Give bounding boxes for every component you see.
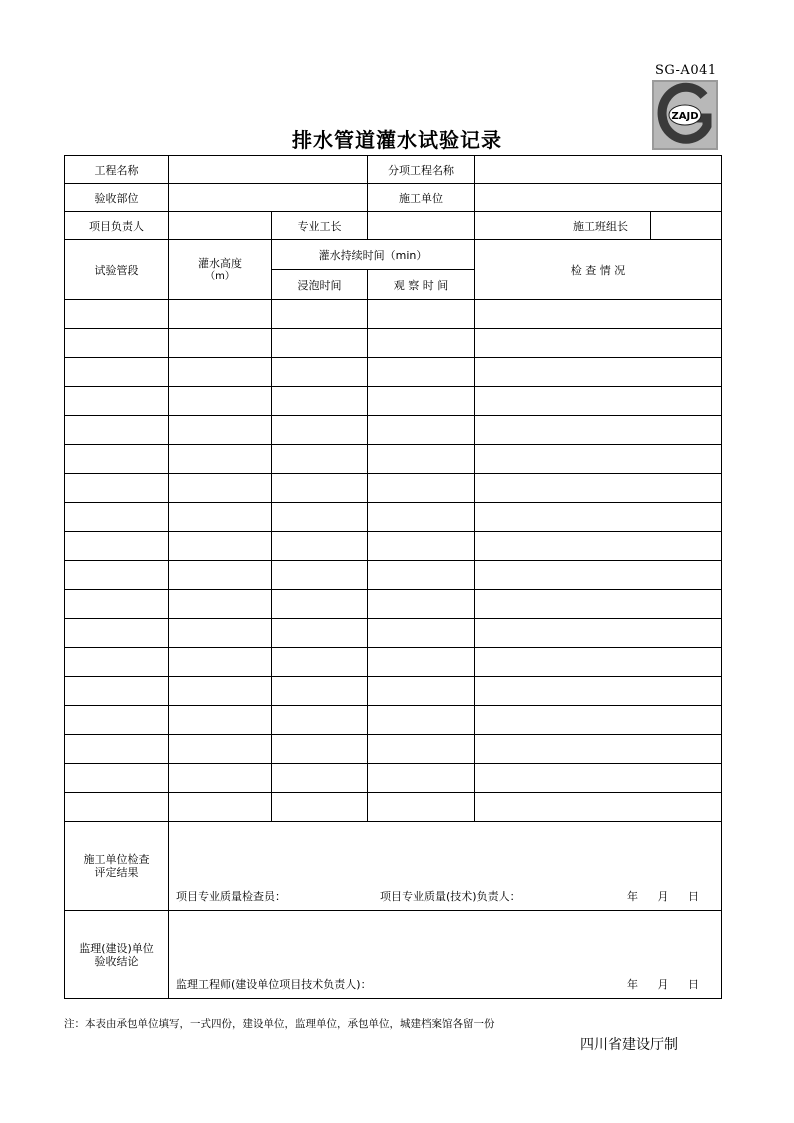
test-section-cell[interactable] xyxy=(65,329,169,358)
table-row xyxy=(65,735,722,764)
inspection-cell[interactable] xyxy=(475,648,722,677)
inspection-header: 检 查 情 况 xyxy=(475,240,722,300)
inspection-cell[interactable] xyxy=(475,416,722,445)
fill-height-cell[interactable] xyxy=(169,300,272,329)
test-section-cell[interactable] xyxy=(65,300,169,329)
test-section-cell[interactable] xyxy=(65,619,169,648)
supervision-field[interactable] xyxy=(169,911,722,999)
supervision-date: 年 月 日 xyxy=(627,978,707,991)
observe-time-cell[interactable] xyxy=(368,329,475,358)
inspection-cell[interactable] xyxy=(475,503,722,532)
observe-time-cell[interactable] xyxy=(368,764,475,793)
table-row xyxy=(65,503,722,532)
fill-height-cell[interactable] xyxy=(169,503,272,532)
inspection-cell[interactable] xyxy=(475,590,722,619)
inspection-cell[interactable] xyxy=(475,329,722,358)
inspection-cell[interactable] xyxy=(475,387,722,416)
construction-check-label xyxy=(65,822,169,911)
table-row xyxy=(65,677,722,706)
supervision-label xyxy=(65,911,169,999)
supervision-label-line1: 监理(建设)单位 xyxy=(79,941,154,955)
observe-time-cell[interactable] xyxy=(368,532,475,561)
header-row-acceptance xyxy=(65,184,722,212)
table-row xyxy=(65,648,722,677)
supervision-engineer-label: 监理工程师(建设单位项目技术负责人)： xyxy=(176,978,372,991)
soak-time-cell[interactable] xyxy=(272,677,368,706)
footnote: 注：本表由承包单位填写，一式四份，建设单位，监理单位，承包单位，城建档案馆各留一份 xyxy=(64,1018,495,1030)
soak-time-cell[interactable] xyxy=(272,735,368,764)
fill-height-cell[interactable] xyxy=(169,445,272,474)
construction-check-label-line2: 评定结果 xyxy=(94,866,139,879)
soak-time-cell[interactable] xyxy=(272,300,368,329)
observe-time-cell[interactable] xyxy=(368,648,475,677)
soak-time-cell[interactable] xyxy=(272,416,368,445)
team-leader-field[interactable] xyxy=(651,212,722,240)
fill-height-cell[interactable] xyxy=(169,648,272,677)
observe-time-cell[interactable] xyxy=(368,561,475,590)
test-section-cell[interactable] xyxy=(65,561,169,590)
fill-height-cell[interactable] xyxy=(169,416,272,445)
logo-text: ZAJD xyxy=(671,111,699,122)
construction-check-label-line1: 施工单位检查 xyxy=(83,853,150,866)
observe-time-cell[interactable] xyxy=(368,387,475,416)
observe-time-cell[interactable] xyxy=(368,358,475,387)
observe-time-cell[interactable] xyxy=(368,503,475,532)
inspection-cell[interactable] xyxy=(475,706,722,735)
inspection-cell[interactable] xyxy=(475,677,722,706)
professional-foreman-field[interactable] xyxy=(368,212,475,240)
header-row-project xyxy=(65,156,722,184)
test-section-cell[interactable] xyxy=(65,445,169,474)
test-section-cell[interactable] xyxy=(65,503,169,532)
test-section-cell[interactable] xyxy=(65,387,169,416)
observe-time-cell[interactable] xyxy=(368,474,475,503)
inspection-cell[interactable] xyxy=(475,358,722,387)
project-name-field[interactable] xyxy=(169,156,368,184)
fill-height-cell[interactable] xyxy=(169,793,272,822)
fill-height-cell[interactable] xyxy=(169,532,272,561)
table-row xyxy=(65,706,722,735)
test-section-cell[interactable] xyxy=(65,793,169,822)
soak-time-header: 浸泡时间 xyxy=(272,270,368,300)
table-row xyxy=(65,416,722,445)
table-row xyxy=(65,532,722,561)
soak-time-cell[interactable] xyxy=(272,764,368,793)
fill-height-label: 灌水高度 xyxy=(198,256,242,270)
fill-height-cell[interactable] xyxy=(169,474,272,503)
issuer: 四川省建设厅制 xyxy=(580,1037,678,1053)
test-section-cell[interactable] xyxy=(65,677,169,706)
observe-time-cell[interactable] xyxy=(368,300,475,329)
acceptance-part-field[interactable] xyxy=(169,184,368,212)
table-row xyxy=(65,561,722,590)
soak-time-cell[interactable] xyxy=(272,474,368,503)
soak-time-cell[interactable] xyxy=(272,590,368,619)
project-leader-label: 项目负责人 xyxy=(65,212,169,240)
record-form-table xyxy=(64,155,722,999)
fill-height-cell[interactable] xyxy=(169,764,272,793)
test-section-header: 试验管段 xyxy=(65,240,169,300)
fill-height-cell[interactable] xyxy=(169,387,272,416)
soak-time-cell[interactable] xyxy=(272,445,368,474)
table-row xyxy=(65,474,722,503)
observe-time-cell[interactable] xyxy=(368,416,475,445)
soak-time-cell[interactable] xyxy=(272,387,368,416)
inspection-cell[interactable] xyxy=(475,764,722,793)
soak-time-cell[interactable] xyxy=(272,706,368,735)
table-row xyxy=(65,764,722,793)
acceptance-part-label: 验收部位 xyxy=(65,184,169,212)
test-section-cell[interactable] xyxy=(65,358,169,387)
fill-height-cell[interactable] xyxy=(169,677,272,706)
test-section-cell[interactable] xyxy=(65,648,169,677)
observe-time-header: 观 察 时 间 xyxy=(368,270,475,300)
inspection-cell[interactable] xyxy=(475,793,722,822)
test-section-cell[interactable] xyxy=(65,416,169,445)
form-code: SG-A041 xyxy=(655,63,717,78)
supervision-label-line2: 验收结论 xyxy=(94,954,139,968)
inspection-cell[interactable] xyxy=(475,561,722,590)
test-section-cell[interactable] xyxy=(65,764,169,793)
table-row xyxy=(65,445,722,474)
page-title: 排水管道灌水试验记录 xyxy=(292,128,502,152)
table-row xyxy=(65,358,722,387)
inspection-cell[interactable] xyxy=(475,474,722,503)
test-section-cell[interactable] xyxy=(65,474,169,503)
fill-height-unit: （m） xyxy=(205,270,235,282)
soak-time-cell[interactable] xyxy=(272,619,368,648)
soak-time-cell[interactable] xyxy=(272,561,368,590)
professional-foreman-label: 专业工长 xyxy=(272,212,368,240)
table-row xyxy=(65,387,722,416)
test-section-cell[interactable] xyxy=(65,532,169,561)
inspection-cell[interactable] xyxy=(475,445,722,474)
fill-height-cell[interactable] xyxy=(169,561,272,590)
fill-height-cell[interactable] xyxy=(169,619,272,648)
inspection-cell[interactable] xyxy=(475,532,722,561)
soak-time-cell[interactable] xyxy=(272,648,368,677)
construction-unit-label: 施工单位 xyxy=(368,184,475,212)
sub-project-name-label: 分项工程名称 xyxy=(368,156,475,184)
table-row xyxy=(65,329,722,358)
table-row xyxy=(65,619,722,648)
construction-unit-field[interactable] xyxy=(475,184,722,212)
project-name-label: 工程名称 xyxy=(65,156,169,184)
observe-time-cell[interactable] xyxy=(368,735,475,764)
soak-time-cell[interactable] xyxy=(272,358,368,387)
observe-time-cell[interactable] xyxy=(368,677,475,706)
construction-check-field[interactable] xyxy=(169,822,722,911)
table-row xyxy=(65,590,722,619)
column-header-row-1 xyxy=(65,240,722,270)
fill-height-cell[interactable] xyxy=(169,735,272,764)
fill-height-cell[interactable] xyxy=(169,329,272,358)
inspection-cell[interactable] xyxy=(475,300,722,329)
sub-project-name-field[interactable] xyxy=(475,156,722,184)
construction-check-row xyxy=(65,822,722,911)
header-row-personnel xyxy=(65,212,722,240)
observe-time-cell[interactable] xyxy=(368,706,475,735)
test-section-cell[interactable] xyxy=(65,706,169,735)
observe-time-cell[interactable] xyxy=(368,445,475,474)
tech-leader-label: 项目专业质量(技术)负责人： xyxy=(380,890,521,903)
fill-height-cell[interactable] xyxy=(169,358,272,387)
construction-check-date: 年 月 日 xyxy=(627,890,707,903)
fill-height-header xyxy=(169,240,272,300)
fill-height-cell[interactable] xyxy=(169,590,272,619)
quality-inspector-label: 项目专业质量检查员： xyxy=(176,890,286,903)
team-leader-label: 施工班组长 xyxy=(475,212,651,240)
fill-height-cell[interactable] xyxy=(169,706,272,735)
observe-time-cell[interactable] xyxy=(368,590,475,619)
soak-time-cell[interactable] xyxy=(272,793,368,822)
test-section-cell[interactable] xyxy=(65,735,169,764)
test-section-cell[interactable] xyxy=(65,590,169,619)
supervision-row xyxy=(65,911,722,999)
soak-time-cell[interactable] xyxy=(272,503,368,532)
table-row xyxy=(65,793,722,822)
table-row xyxy=(65,300,722,329)
project-leader-field[interactable] xyxy=(169,212,272,240)
inspection-cell[interactable] xyxy=(475,619,722,648)
observe-time-cell[interactable] xyxy=(368,793,475,822)
inspection-cell[interactable] xyxy=(475,735,722,764)
soak-time-cell[interactable] xyxy=(272,532,368,561)
observe-time-cell[interactable] xyxy=(368,619,475,648)
duration-header: 灌水持续时间（min） xyxy=(272,240,475,270)
soak-time-cell[interactable] xyxy=(272,329,368,358)
